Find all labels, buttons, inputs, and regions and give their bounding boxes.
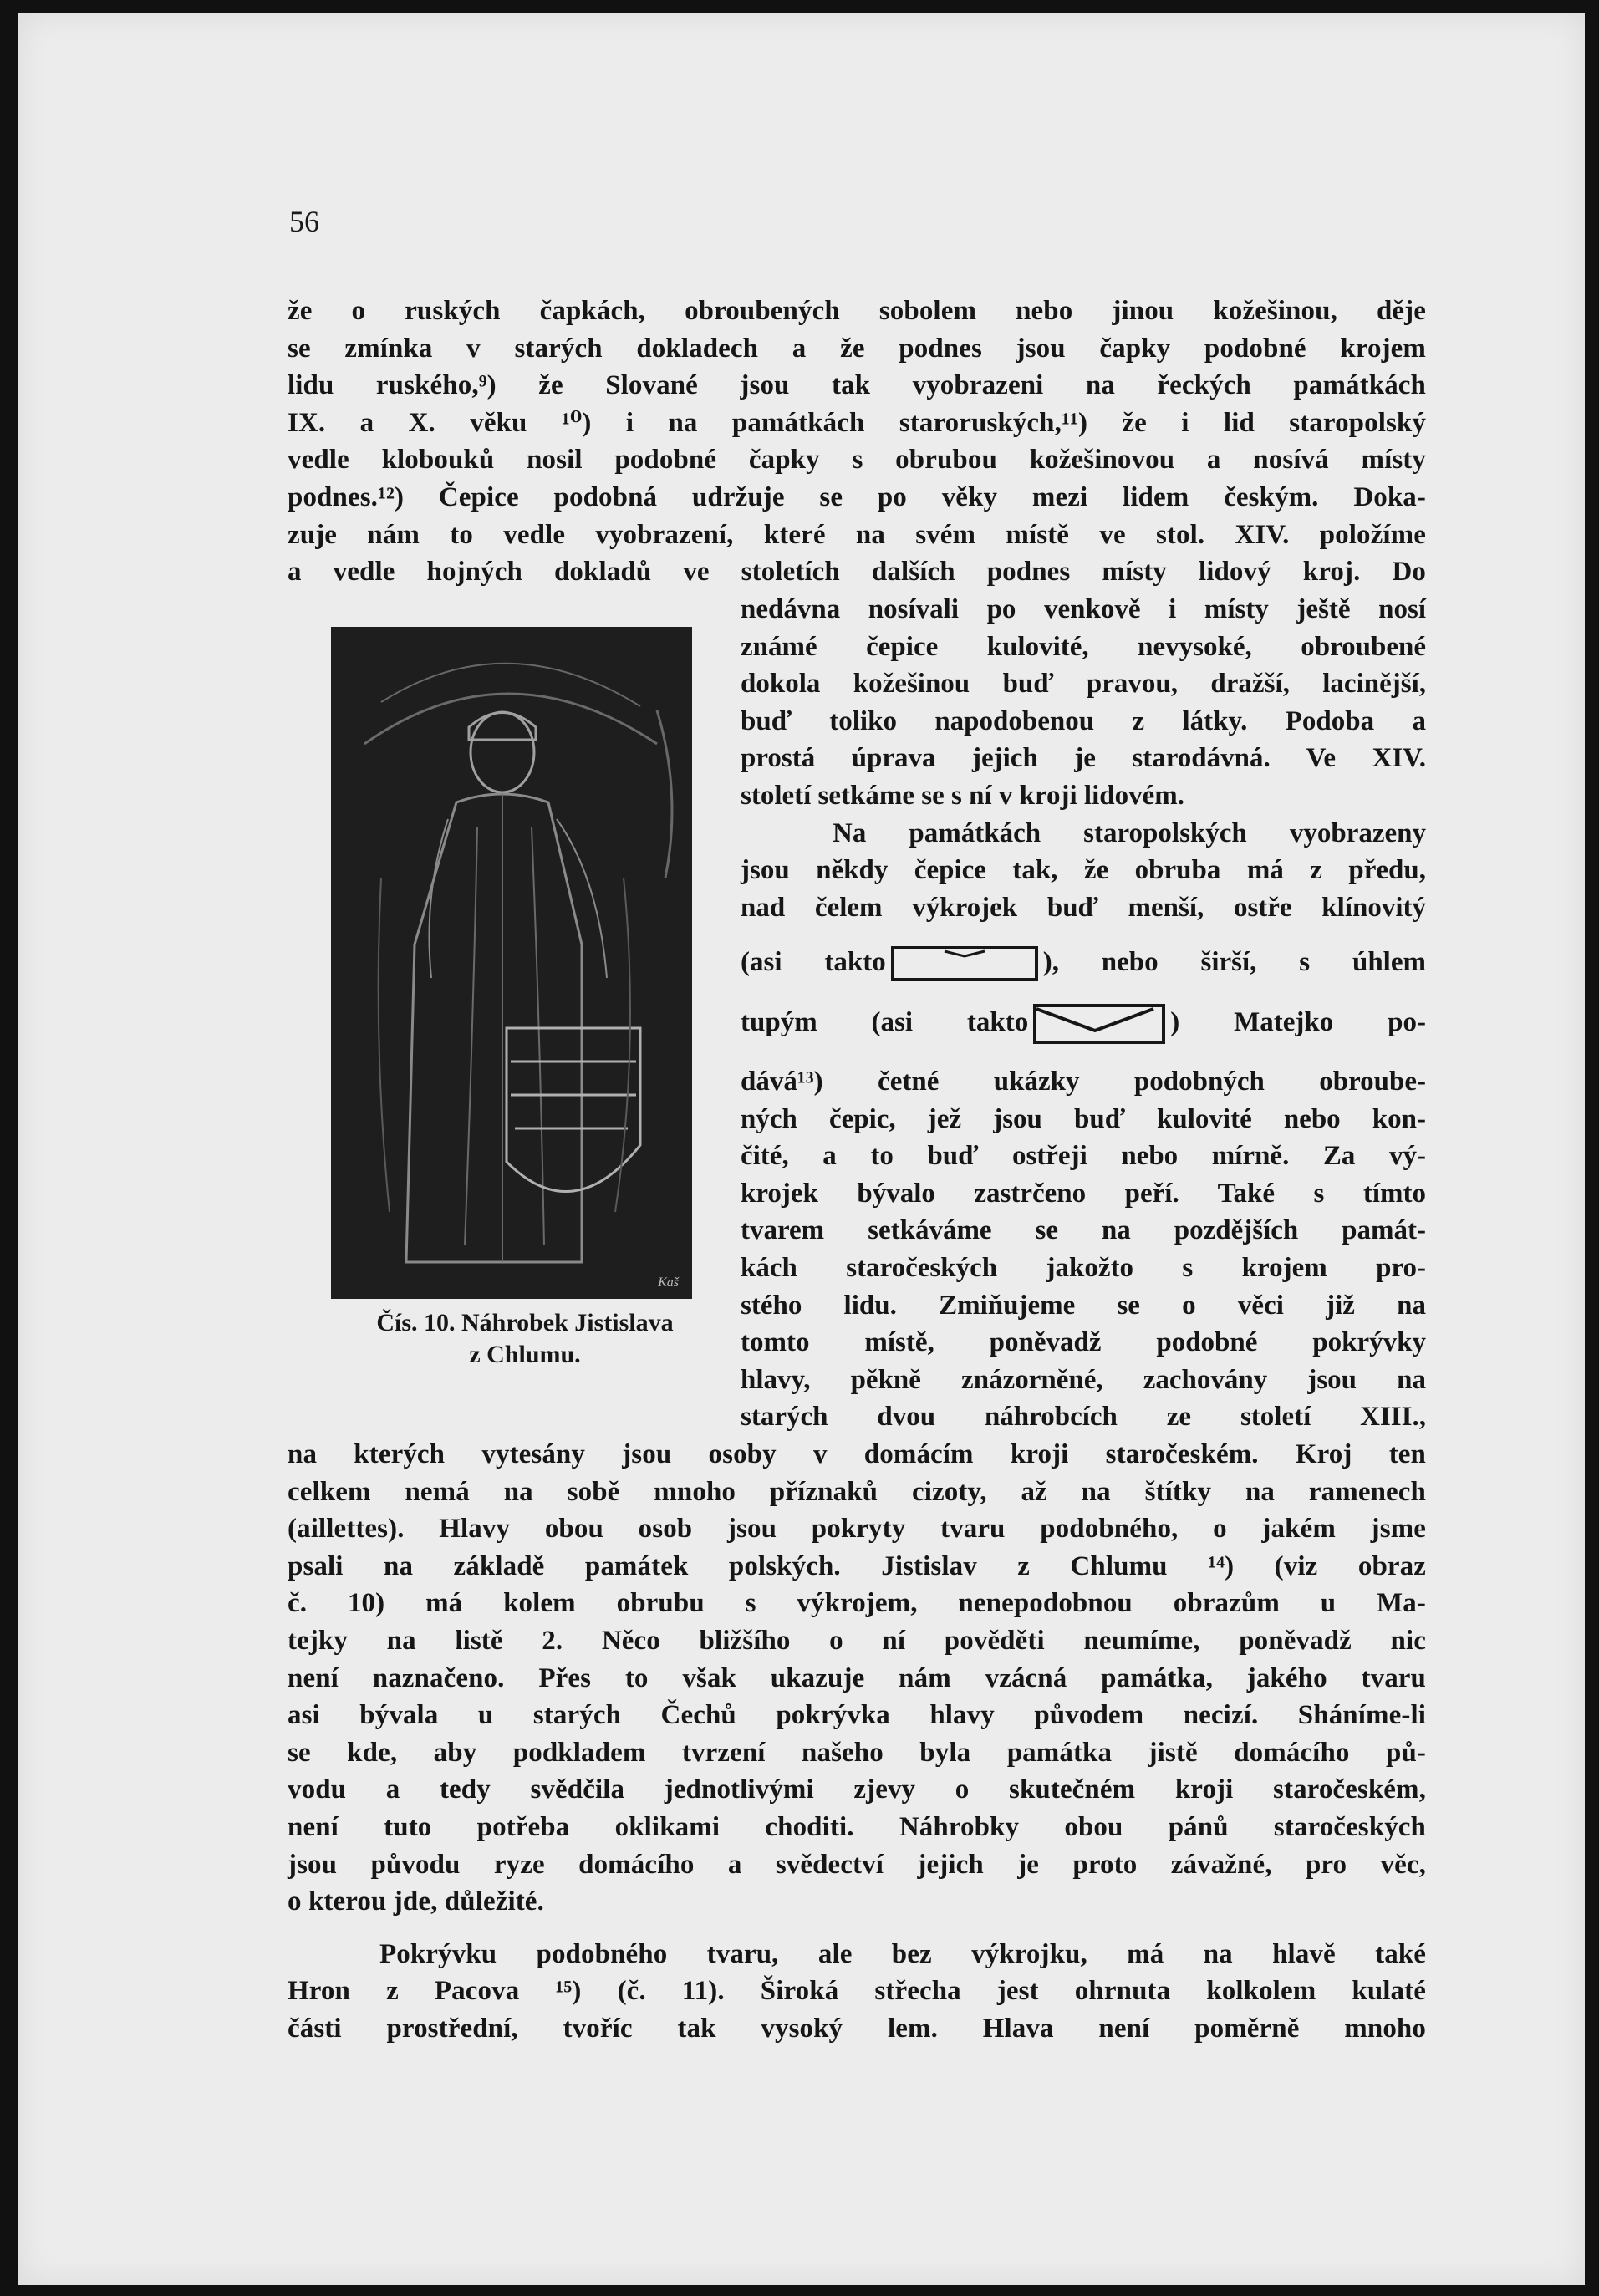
text-line: hlavy, pěkně znázorněné, zachovány jsou na: [741, 1364, 1426, 1395]
top-paragraph: [288, 293, 1426, 591]
text-line: čité, a to buď ostřeji nebo mírně. Za vý-: [741, 1141, 1426, 1172]
text-line: starých dvou náhrobcích ze století XIII.,: [741, 1402, 1426, 1433]
notch-shape-icon: [891, 946, 1038, 981]
text-line: nad čelem výkrojek buď menší, ostře klínovitý: [741, 892, 1426, 923]
text-line: krojek bývalo zastrčeno peří. Také s tímto: [741, 1178, 1426, 1209]
text-line: že o ruských čapkách, obroubených sobolem nebo jinou kožešinou, děje: [288, 296, 1426, 326]
caption-line: z Chlumu.: [469, 1341, 581, 1368]
text-line: celkem nemá na sobě mnoho příznaků cizoty, až na štítky na ramenech: [288, 1476, 1426, 1507]
text-fragment: (asi takto: [741, 947, 886, 977]
text-line: č. 10) má kolem obrubu s výkrojem, nenepodobnou obrazům u Ma-: [288, 1588, 1426, 1619]
page-number: 56: [289, 205, 319, 238]
text-line: o kterou jde, důležité.: [288, 1886, 544, 1917]
text-line: tvarem setkáváme se na pozdějších památ-: [741, 1215, 1426, 1246]
text-line: dokola kožešinou buď pravou, dražší, lacinější,: [741, 669, 1426, 700]
text-line: a vedle hojných dokladů ve stoletích dalších podnes místy lidový kroj. Do: [288, 557, 1426, 588]
shape-line-2: [741, 1000, 1426, 1045]
document-page: [18, 13, 1585, 2285]
right-column: [741, 591, 1426, 926]
figure-signature: Kaš: [658, 1275, 679, 1290]
text-line: psali na základě památek polských. Jistislav z Chlumu ¹⁴) (viz obraz: [288, 1550, 1426, 1581]
text-line: vodu a tedy svědčila jednotlivými zjevy o skutečném kroji staročeském,: [288, 1774, 1426, 1805]
text-line: jsou někdy čepice tak, že obruba má z předu,: [741, 855, 1426, 886]
text-line: se zmínka v starých dokladech a že podnes jsou čapky podobné krojem: [288, 333, 1426, 364]
text-line: jsou původu ryze domácího a svědectví jejich je proto závažné, pro věc,: [288, 1849, 1426, 1880]
text-line: stého lidu. Zmiňujeme se o věci již na: [741, 1290, 1426, 1321]
text-line: dává¹³) četné ukázky podobných obroube-: [741, 1067, 1426, 1097]
text-line: podnes.¹²) Čepice podobná udržuje se po věky mezi lidem českým. Doka-: [288, 481, 1426, 512]
text-line: není naznačeno. Přes to však ukazuje nám vzácná památka, jakého tvaru: [288, 1662, 1426, 1693]
text-line: (aillettes). Hlavy obou osob jsou pokryty tvaru podobného, o jakém jsme: [288, 1514, 1426, 1545]
text-line: části prostřední, tvoříc tak vysoký lem. Hlava není poměrně mnoho: [288, 2013, 1426, 2044]
text-line: IX. a X. věku ¹⁰) i na památkách staroruských,¹¹) že i lid staropolský: [288, 407, 1426, 438]
text-line: nedávna nosívali po venkově i místy ještě nosí: [741, 594, 1426, 624]
caption-line: Čís. 10. Náhrobek Jistislava: [376, 1309, 674, 1336]
text-line: není tuto potřeba oklikami choditi. Náhrobky obou pánů staročeských: [288, 1811, 1426, 1842]
text-line: tejky na listě 2. Něco bližšího o ní pověděti neumíme, poněvadž nic: [288, 1625, 1426, 1656]
text-line: Hron z Pacova ¹⁵) (č. 11). Široká střecha jest ohrnuta kolkolem kulaté: [288, 1976, 1426, 2007]
text-line: tomto místě, poněvadž podobné pokrývky: [741, 1327, 1426, 1358]
text-line: zuje nám to vedle vyobrazení, které na svém místě ve stol. XIV. položíme: [288, 519, 1426, 550]
right-column-continued: [741, 1063, 1426, 1436]
text-line: kách staročeských jakožto s krojem pro-: [741, 1252, 1426, 1283]
text-line: lidu ruského,⁹) že Slované jsou tak vyobrazeni na řeckých památkách: [288, 370, 1426, 401]
shape-line-1: [741, 939, 1426, 985]
text-line: známé čepice kulovité, nevysoké, obroubené: [741, 631, 1426, 662]
text-line: se kde, aby podkladem tvrzení našeho byla památka jistě domácího pů-: [288, 1737, 1426, 1768]
text-line: vedle klobouků nosil podobné čapky s obrubou kožešinovou a nosívá místy: [288, 445, 1426, 476]
text-line: století setkáme se s ní v kroji lidovém.: [741, 780, 1185, 811]
text-line: buď toliko napodobenou z látky. Podoba a: [741, 705, 1426, 736]
text-fragment: tupým (asi takto: [741, 1007, 1029, 1037]
wide-notch-shape-icon: [1033, 1004, 1165, 1044]
text-line: na kterých vytesány jsou osoby v domácím kroji staročeském. Kroj ten: [288, 1439, 1426, 1469]
text-line: Na památkách staropolských vyobrazeny: [833, 817, 1426, 848]
text-fragment: ), nebo širší, s úhlem: [1042, 947, 1426, 977]
bottom-paragraph: [288, 1436, 1426, 2048]
text-line: ných čepic, jež jsou buď kulovité nebo kon-: [741, 1103, 1426, 1134]
figure-caption: [316, 1307, 734, 1371]
text-line: prostá úprava jejich je starodávná. Ve XIV.: [741, 743, 1426, 774]
text-line: asi bývala u starých Čechů pokrývka hlavy původem necizí. Sháníme-li: [288, 1700, 1426, 1731]
tombstone-figure: [331, 627, 692, 1299]
text-fragment: ) Matejko po-: [1170, 1007, 1426, 1037]
text-line: Pokrývku podobného tvaru, ale bez výkrojku, má na hlavě také: [379, 1938, 1426, 1969]
